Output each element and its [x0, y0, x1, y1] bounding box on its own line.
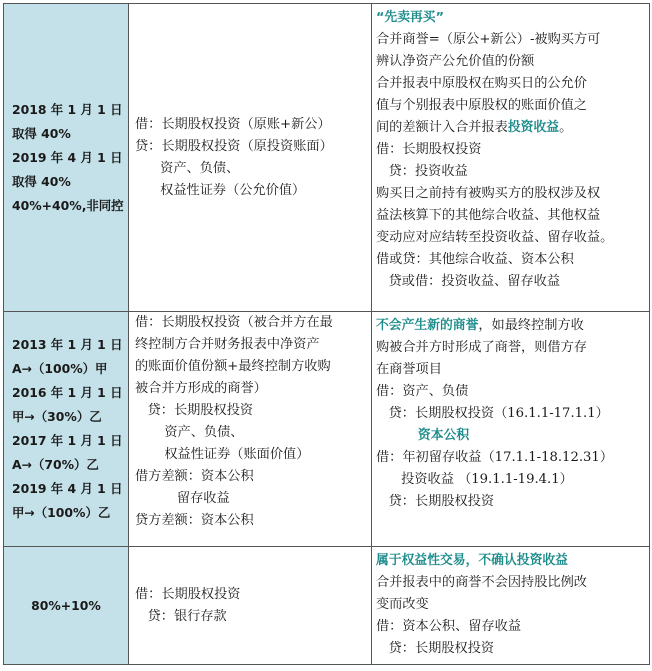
line-text: 借：资本公积、留存收益 [376, 619, 522, 634]
line-text: 借：长期股权投资 [376, 142, 482, 157]
text-line [4, 170, 128, 194]
explanation-line [372, 403, 649, 425]
explanation-cell [372, 547, 650, 665]
explanation-line [372, 51, 649, 73]
text-line [4, 477, 128, 501]
explanation-line [372, 271, 649, 293]
line-text: 资产、负债、 [135, 425, 244, 440]
line-text: 变而改变 [376, 597, 429, 612]
line-text: 2019 年 4 月 1 日 [12, 481, 123, 496]
text-line [129, 510, 371, 532]
explanation-cell [372, 312, 650, 547]
text-line [129, 114, 371, 136]
text-line [129, 400, 371, 422]
line-text: 2013 年 1 月 1 日 [12, 337, 123, 352]
line-text: 购被合并方时形成了商誉，则借方存 [376, 340, 587, 355]
text-line [4, 333, 128, 357]
line-text: 甲→（30%）乙 [12, 409, 102, 424]
line-text: 40%+40%,非同控 [12, 197, 124, 213]
line-text: 权益性证券（公允价值） [135, 182, 306, 198]
explanation-line [372, 638, 649, 660]
line-text: 贷方差额：资本公积 [135, 513, 254, 528]
line-text: 资产、负债、 [135, 160, 240, 176]
line-text: 借：长期股权投资（原账+新公） [135, 116, 331, 132]
line-text: 贷：长期股权投资 [376, 494, 495, 509]
text-line [129, 136, 371, 158]
line-text: 借：长期股权投资 [135, 586, 241, 602]
line-text: 借：资产、负债 [376, 384, 469, 399]
explanation-line [372, 205, 649, 227]
table-row-equity-transaction [4, 547, 650, 665]
accounting-table [3, 3, 650, 665]
text-line [4, 122, 128, 146]
line-text: 投资收益 （19.1.1-19.4.1） [376, 472, 573, 487]
line-text: 益法核算下的其他综合收益、其他权益 [376, 208, 601, 223]
explanation-cell [372, 4, 650, 312]
text-line [129, 334, 371, 356]
explanation-line [372, 447, 649, 469]
explanation-line [372, 161, 649, 183]
text-line [129, 466, 371, 488]
line-text: 被合并方形成的商誉） [135, 381, 267, 396]
text-line [4, 381, 128, 405]
explanation-line [372, 425, 649, 447]
highlight-text: 不会产生新的商誉 [376, 318, 479, 333]
text-line [129, 606, 371, 628]
table-row-noncontrol [4, 4, 650, 312]
explanation-line [372, 29, 649, 51]
text-line [129, 422, 371, 444]
line-text: 贷：银行存款 [135, 608, 227, 624]
line-text: 辨认净资产公允价值的份额 [376, 54, 535, 69]
line-text: 2018 年 1 月 1 日 [12, 101, 123, 117]
text-line [4, 357, 128, 381]
explanation-line [372, 227, 649, 249]
text-line [129, 312, 371, 334]
line-text: 甲→（100%）乙 [12, 505, 111, 520]
line-text: 借：年初留存收益（17.1.1-18.12.31） [376, 450, 614, 465]
line-text: 贷或借：投资收益、留存收益 [376, 274, 561, 289]
scenario-cell [4, 547, 129, 665]
line-text: 间的差额计入合并报表 [376, 120, 508, 135]
text-line [129, 488, 371, 510]
highlight-text: 属于权益性交易，不确认投资收益 [376, 553, 568, 568]
text-line [129, 584, 371, 606]
scenario-cell [4, 312, 129, 547]
explanation-line [372, 73, 649, 95]
line-text: ，如最终控制方收 [478, 318, 584, 333]
line-text: 变动应对应结转至投资收益、留存收益。 [376, 230, 614, 245]
text-line [4, 594, 128, 618]
text-line [129, 356, 371, 378]
explanation-line [372, 315, 649, 337]
journal-entry-cell [129, 312, 372, 547]
text-line [4, 146, 128, 170]
line-text: 合并商誉=（原公+新公）-被购买方可 [376, 32, 601, 47]
line-text: 2016 年 1 月 1 日 [12, 385, 123, 400]
highlight-text: “先卖再买” [376, 10, 445, 25]
line-text: 借：长期股权投资（被合并方在最 [135, 315, 333, 330]
line-text: 的账面价值份额+最终控制方收购 [135, 359, 331, 374]
line-text: 在商誉项目 [376, 362, 442, 377]
line-text: 贷：长期股权投资（16.1.1-17.1.1） [376, 406, 609, 421]
line-text: 2017 年 1 月 1 日 [12, 433, 123, 448]
line-text: 终控制方合并财务报表中净资产 [135, 337, 320, 352]
text-line [4, 429, 128, 453]
explanation-line [372, 95, 649, 117]
explanation-line [372, 249, 649, 271]
journal-entry-cell [129, 547, 372, 665]
explanation-line [372, 572, 649, 594]
journal-entry-cell [129, 4, 372, 312]
line-text: 留存收益 [135, 491, 230, 506]
text-line [4, 405, 128, 429]
explanation-line [372, 359, 649, 381]
explanation-line [372, 550, 649, 572]
line-text: 贷：长期股权投资（原投资账面） [135, 138, 333, 154]
highlight-text: 资本公积 [417, 428, 470, 443]
line-text: 取得 40% [12, 125, 71, 141]
line-text: 贷：长期股权投资 [135, 403, 254, 418]
line-text: 值与个别报表中原股权的账面价值之 [376, 98, 587, 113]
text-line [4, 98, 128, 122]
explanation-line [372, 616, 649, 638]
line-text: 合并报表中的商誉不会因持股比例改 [376, 575, 587, 590]
line-text: 购买日之前持有被购买方的股权涉及权 [376, 186, 601, 201]
line-text: 权益性证券（账面价值） [135, 447, 310, 462]
highlight-text: 投资收益 [507, 120, 560, 135]
line-text: 贷：长期股权投资 [376, 641, 495, 656]
line-text: 取得 40% [12, 173, 71, 189]
text-line [4, 194, 128, 218]
text-line [4, 453, 128, 477]
line-text: 80%+10% [31, 597, 101, 613]
explanation-line [372, 117, 649, 139]
text-line [129, 378, 371, 400]
explanation-line [372, 381, 649, 403]
line-text: A→（70%）乙 [12, 457, 99, 472]
line-text: 。 [559, 120, 573, 135]
text-line [129, 158, 371, 180]
explanation-line [372, 139, 649, 161]
text-line [129, 444, 371, 466]
explanation-line [372, 337, 649, 359]
explanation-line [372, 491, 649, 513]
text-line [4, 501, 128, 525]
explanation-line [372, 469, 649, 491]
line-text: 借或贷：其他综合收益、资本公积 [376, 252, 574, 267]
line-text: 合并报表中原股权在购买日的公允价 [376, 76, 587, 91]
explanation-line [372, 183, 649, 205]
explanation-line [372, 594, 649, 616]
line-text [376, 428, 418, 443]
line-text: 借方差额：资本公积 [135, 469, 254, 484]
line-text: 2019 年 4 月 1 日 [12, 149, 123, 165]
text-line [129, 180, 371, 202]
table-row-common-control [4, 312, 650, 547]
line-text: 贷：投资收益 [376, 164, 468, 179]
scenario-cell [4, 4, 129, 312]
line-text: A→（100%）甲 [12, 361, 108, 376]
explanation-line [372, 7, 649, 29]
